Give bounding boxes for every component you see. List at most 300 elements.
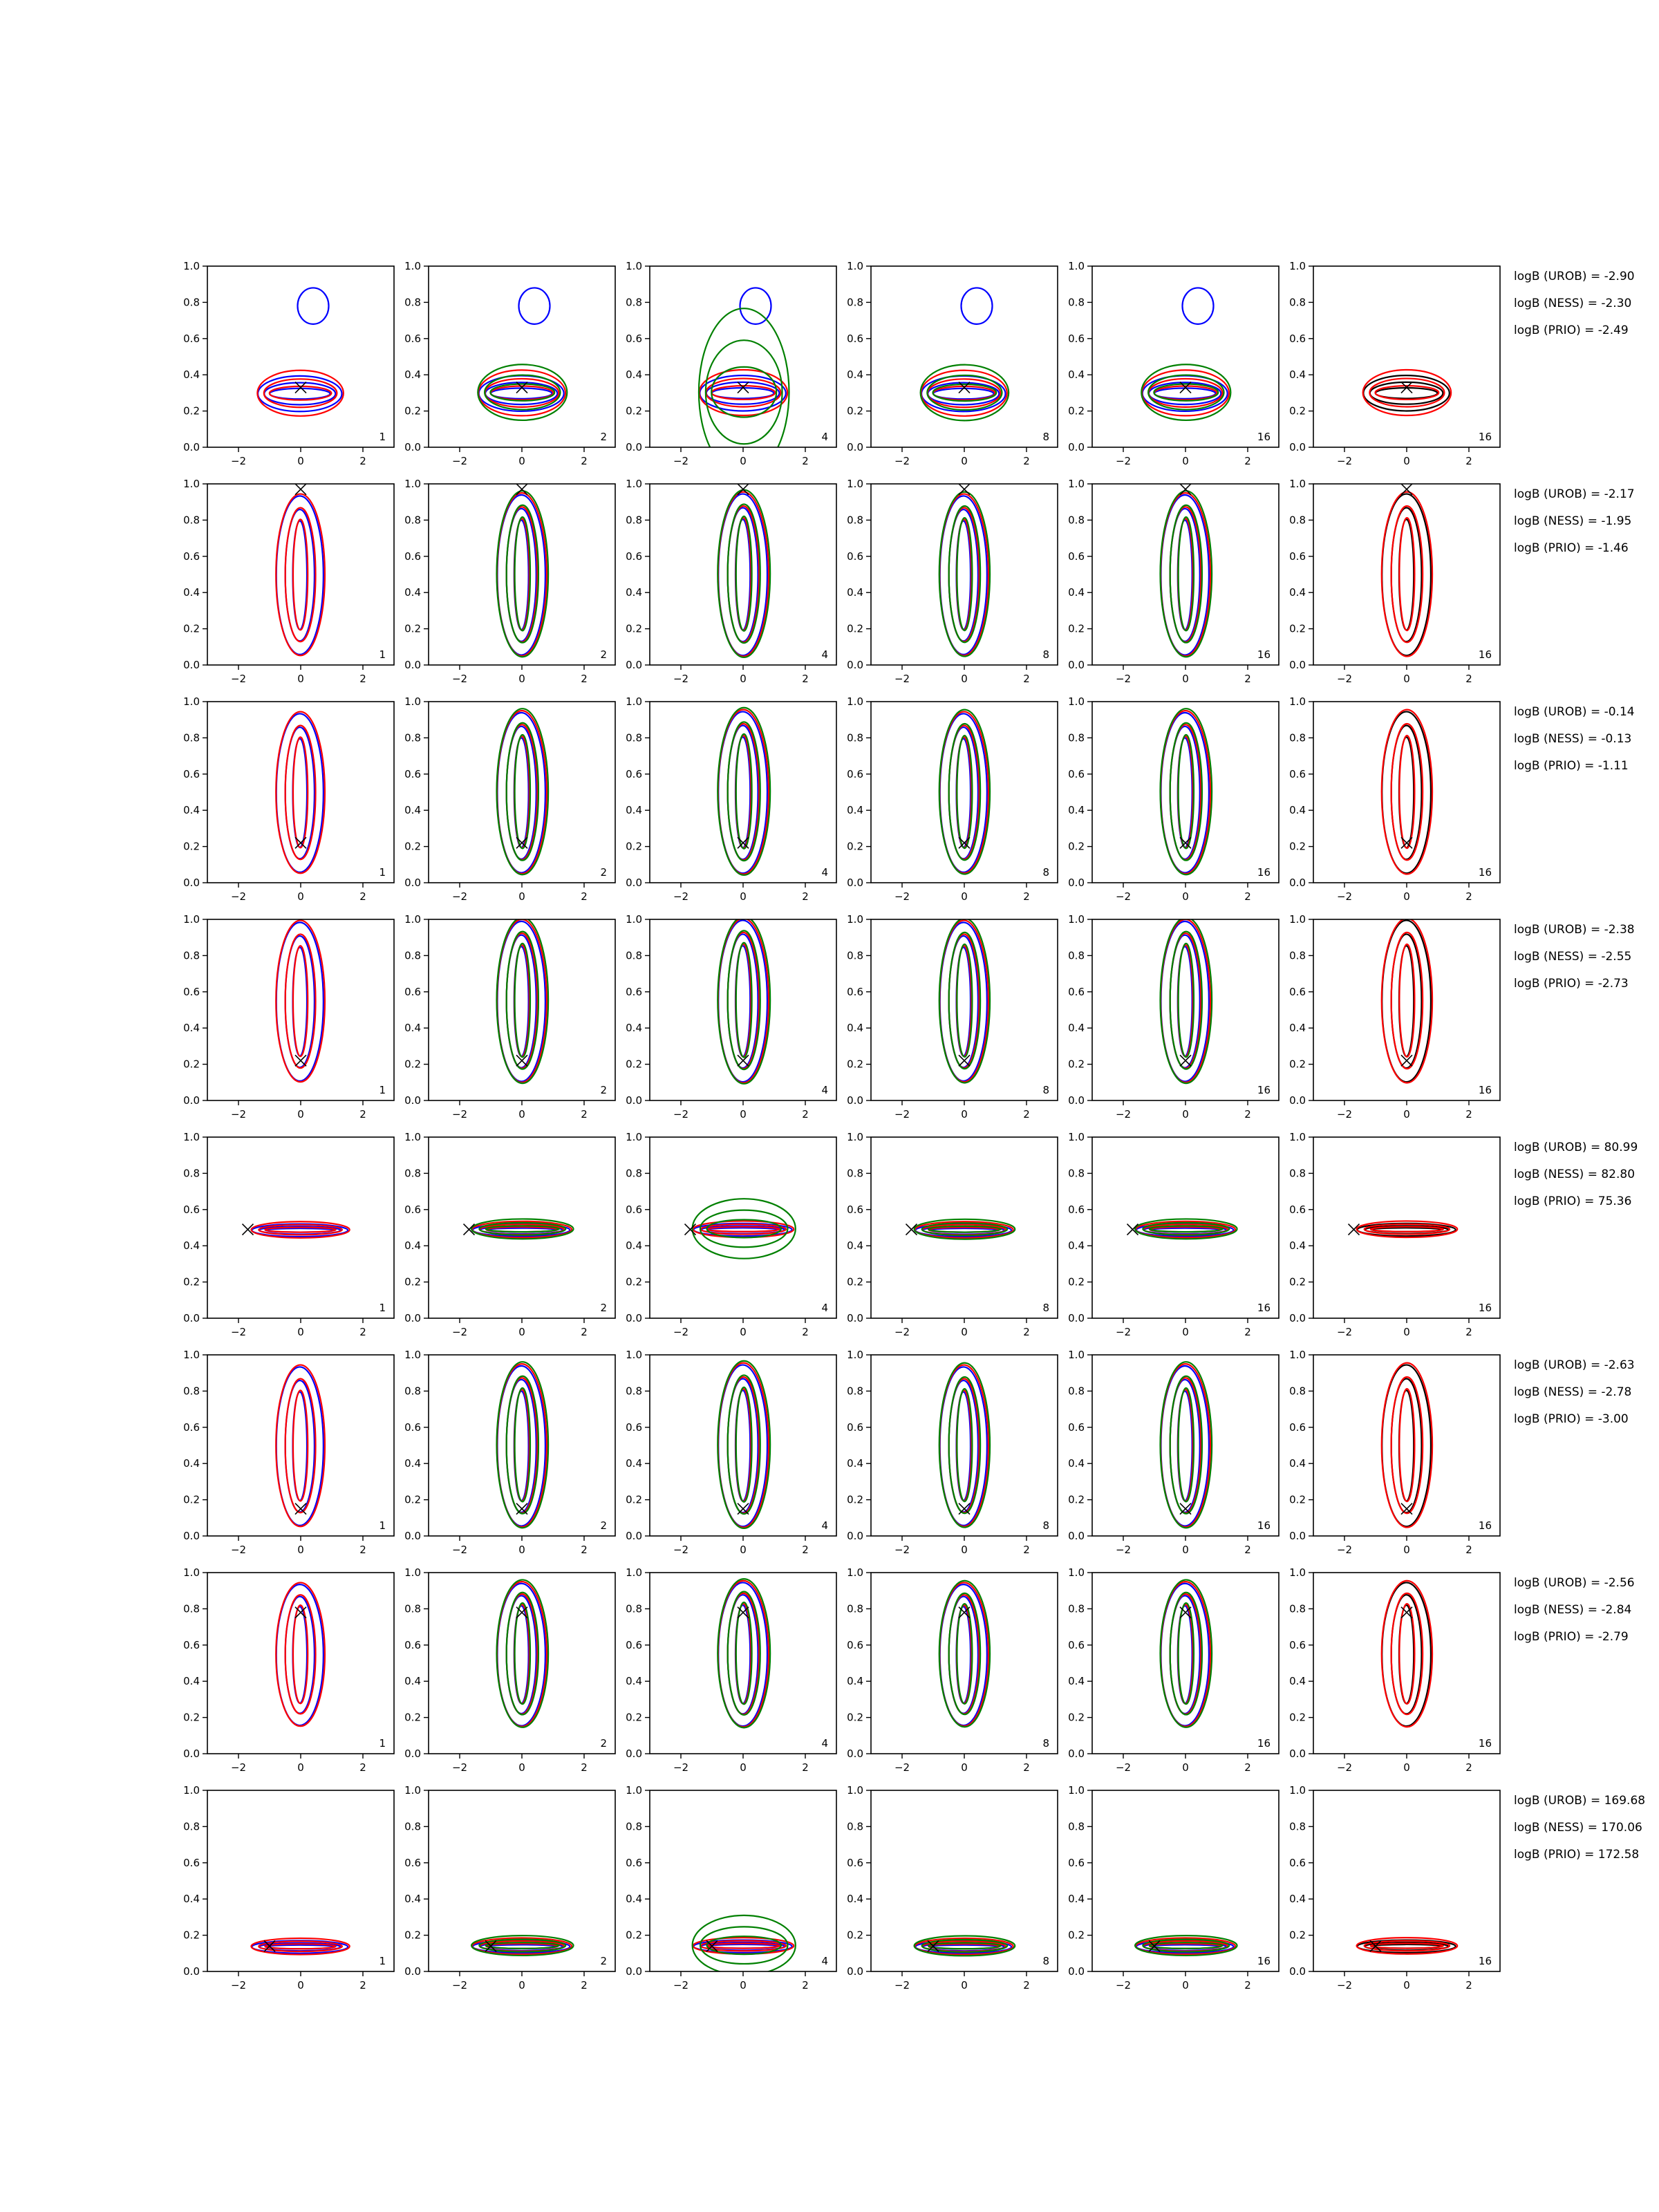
x-tick-label: 0 bbox=[297, 673, 304, 685]
panel-label: 8 bbox=[1042, 431, 1049, 443]
panel-label: 2 bbox=[600, 1737, 607, 1750]
x-tick-label: −2 bbox=[1115, 1544, 1132, 1556]
y-tick-label: 0.8 bbox=[626, 514, 642, 527]
y-tick-label: 0.6 bbox=[1289, 1856, 1306, 1869]
y-tick-label: 1.0 bbox=[1068, 695, 1085, 708]
x-tick-label: −2 bbox=[894, 673, 910, 685]
y-tick-label: 0.6 bbox=[404, 1638, 421, 1651]
x-tick-label: 2 bbox=[1023, 455, 1030, 467]
blue-contour bbox=[962, 288, 993, 324]
y-tick-label: 0.2 bbox=[1068, 1711, 1085, 1724]
green-contour bbox=[497, 709, 549, 874]
axes-frame bbox=[1313, 266, 1500, 447]
x-tick-label: 2 bbox=[802, 1108, 809, 1121]
y-tick-label: 1.0 bbox=[1068, 1566, 1085, 1579]
logb-label: logB (PRIO) = -1.46 bbox=[1514, 541, 1629, 555]
y-tick-label: 0.2 bbox=[1068, 1058, 1085, 1071]
subplot bbox=[1289, 260, 1500, 467]
x-tick-label: 0 bbox=[297, 890, 304, 903]
y-tick-label: 0.0 bbox=[1289, 1530, 1306, 1542]
x-tick-label: −2 bbox=[451, 1326, 468, 1338]
y-tick-label: 0.8 bbox=[183, 296, 200, 309]
red-contour bbox=[293, 1390, 308, 1501]
logb-label: logB (PRIO) = -2.49 bbox=[1514, 324, 1629, 337]
truth-marker bbox=[1401, 484, 1412, 495]
x-tick-label: 0 bbox=[518, 1979, 525, 1991]
x-tick-label: −2 bbox=[673, 673, 689, 685]
y-tick-label: 1.0 bbox=[183, 913, 200, 926]
y-tick-label: 0.4 bbox=[183, 1239, 200, 1253]
y-tick-label: 0.8 bbox=[626, 1385, 642, 1398]
x-tick-label: 2 bbox=[802, 1326, 809, 1338]
x-tick-label: 0 bbox=[1182, 890, 1189, 903]
x-tick-label: −2 bbox=[894, 890, 910, 903]
y-tick-label: 0.6 bbox=[847, 1421, 863, 1434]
x-tick-label: −2 bbox=[673, 1108, 689, 1121]
y-tick-label: 0.8 bbox=[1068, 514, 1085, 527]
green-contour bbox=[949, 724, 980, 860]
y-tick-label: 0.6 bbox=[404, 550, 421, 563]
subplot bbox=[847, 1784, 1058, 1991]
x-tick-label: −2 bbox=[673, 1979, 689, 1991]
contour-group bbox=[497, 917, 549, 1083]
panel-label: 8 bbox=[1042, 1084, 1049, 1096]
y-tick-label: 0.2 bbox=[404, 1275, 421, 1288]
x-tick-label: 2 bbox=[581, 1979, 588, 1991]
y-tick-label: 0.8 bbox=[404, 296, 421, 309]
x-tick-label: 2 bbox=[359, 1544, 366, 1556]
y-tick-label: 0.8 bbox=[1289, 514, 1306, 527]
y-tick-label: 0.6 bbox=[404, 1421, 421, 1434]
y-tick-label: 0.8 bbox=[1068, 1820, 1085, 1833]
y-tick-label: 0.6 bbox=[404, 985, 421, 998]
x-tick-label: 0 bbox=[1403, 673, 1410, 685]
y-tick-label: 0.2 bbox=[404, 404, 421, 418]
red-contour bbox=[1391, 724, 1423, 860]
y-tick-label: 0.4 bbox=[404, 1675, 421, 1688]
y-tick-label: 0.6 bbox=[1068, 767, 1085, 780]
y-tick-label: 0.2 bbox=[1289, 1275, 1306, 1288]
green-contour bbox=[728, 722, 760, 861]
y-tick-label: 0.8 bbox=[626, 1167, 642, 1180]
contour-group bbox=[1161, 484, 1212, 657]
y-tick-label: 0.4 bbox=[847, 1675, 863, 1688]
axes-frame bbox=[650, 266, 836, 447]
x-tick-label: −2 bbox=[451, 1108, 468, 1121]
x-tick-label: 0 bbox=[1403, 1761, 1410, 1774]
contour-group bbox=[939, 1363, 990, 1528]
contour-group bbox=[478, 288, 567, 420]
y-tick-label: 0.6 bbox=[626, 985, 642, 998]
y-tick-label: 0.0 bbox=[1068, 659, 1085, 671]
truth-marker bbox=[738, 484, 749, 495]
y-tick-label: 0.2 bbox=[1289, 840, 1306, 853]
x-tick-label: 0 bbox=[961, 1108, 968, 1121]
contour-group bbox=[276, 1365, 325, 1527]
y-tick-label: 0.4 bbox=[847, 368, 863, 382]
y-tick-label: 0.8 bbox=[1068, 1602, 1085, 1615]
x-tick-label: 2 bbox=[1244, 890, 1251, 903]
contour-group bbox=[939, 484, 990, 657]
y-tick-label: 0.8 bbox=[847, 1385, 863, 1398]
subplot bbox=[847, 1566, 1058, 1774]
x-tick-label: 0 bbox=[1182, 455, 1189, 467]
x-tick-label: −2 bbox=[230, 673, 247, 685]
y-tick-label: 1.0 bbox=[626, 1131, 642, 1143]
green-contour bbox=[706, 340, 782, 444]
green-contour bbox=[949, 932, 980, 1069]
panel-label: 16 bbox=[1478, 1737, 1492, 1750]
y-tick-label: 1.0 bbox=[847, 1784, 863, 1797]
subplot bbox=[404, 1131, 615, 1338]
green-contour bbox=[718, 1579, 770, 1727]
x-tick-label: −2 bbox=[673, 890, 689, 903]
x-tick-label: −2 bbox=[673, 1326, 689, 1338]
y-tick-label: 0.0 bbox=[404, 877, 421, 889]
panel-label: 1 bbox=[379, 431, 386, 443]
x-tick-label: 0 bbox=[297, 1979, 304, 1991]
subplot bbox=[404, 478, 615, 685]
logb-label: logB (UROB) = -0.14 bbox=[1514, 705, 1635, 719]
y-tick-label: 0.6 bbox=[847, 985, 863, 998]
x-tick-label: 2 bbox=[802, 890, 809, 903]
panel-label: 4 bbox=[821, 431, 828, 443]
logb-label: logB (NESS) = 82.80 bbox=[1514, 1168, 1635, 1181]
y-tick-label: 0.2 bbox=[847, 1929, 863, 1942]
x-tick-label: −2 bbox=[230, 1761, 247, 1774]
green-contour bbox=[939, 919, 990, 1083]
x-tick-label: 2 bbox=[581, 1108, 588, 1121]
y-tick-label: 0.6 bbox=[1068, 1638, 1085, 1651]
y-tick-label: 1.0 bbox=[183, 1131, 200, 1143]
y-tick-label: 0.0 bbox=[183, 1094, 200, 1107]
panel-label: 16 bbox=[1257, 1955, 1271, 1967]
y-tick-label: 0.4 bbox=[1068, 1893, 1085, 1906]
x-tick-label: −2 bbox=[673, 1544, 689, 1556]
contour-group bbox=[497, 1580, 549, 1727]
x-tick-label: 0 bbox=[518, 1326, 525, 1338]
contour-group bbox=[1161, 917, 1212, 1083]
y-tick-label: 0.0 bbox=[847, 659, 863, 671]
subplot bbox=[1289, 913, 1500, 1121]
y-tick-label: 0.2 bbox=[1289, 404, 1306, 418]
x-tick-label: 2 bbox=[1244, 1544, 1251, 1556]
x-tick-label: 0 bbox=[1403, 455, 1410, 467]
y-tick-label: 1.0 bbox=[1068, 1784, 1085, 1797]
green-contour bbox=[497, 1580, 549, 1727]
truth-marker bbox=[295, 484, 306, 495]
contour-group bbox=[1161, 1580, 1212, 1727]
subplot bbox=[404, 260, 615, 467]
red-contour bbox=[1382, 710, 1432, 874]
x-tick-label: 0 bbox=[740, 1761, 747, 1774]
y-tick-label: 0.0 bbox=[183, 1530, 200, 1542]
panel-label: 8 bbox=[1042, 1302, 1049, 1314]
green-contour bbox=[939, 1581, 990, 1727]
y-tick-label: 0.8 bbox=[404, 731, 421, 744]
y-tick-label: 0.6 bbox=[183, 767, 200, 780]
axes-frame bbox=[429, 702, 615, 883]
x-tick-label: 0 bbox=[740, 890, 747, 903]
y-tick-label: 1.0 bbox=[1289, 695, 1306, 708]
x-tick-label: 0 bbox=[297, 1326, 304, 1338]
x-tick-label: 0 bbox=[297, 455, 304, 467]
x-tick-label: 0 bbox=[740, 1108, 747, 1121]
x-tick-label: 2 bbox=[359, 673, 366, 685]
y-tick-label: 0.2 bbox=[1068, 404, 1085, 418]
green-contour bbox=[1161, 1580, 1212, 1727]
y-tick-label: 0.0 bbox=[847, 1312, 863, 1324]
x-tick-label: 0 bbox=[297, 1544, 304, 1556]
x-tick-label: −2 bbox=[894, 1544, 910, 1556]
y-tick-label: 0.2 bbox=[847, 840, 863, 853]
contour-group bbox=[939, 710, 990, 874]
y-tick-label: 0.2 bbox=[626, 840, 642, 853]
y-tick-label: 0.4 bbox=[1068, 368, 1085, 382]
y-tick-label: 0.8 bbox=[847, 1820, 863, 1833]
axes-frame bbox=[1092, 702, 1279, 883]
x-tick-label: 2 bbox=[581, 673, 588, 685]
contour-group bbox=[257, 288, 343, 415]
contour-group bbox=[939, 1581, 990, 1727]
x-tick-label: 2 bbox=[1023, 673, 1030, 685]
green-contour bbox=[949, 506, 980, 642]
panel-label: 16 bbox=[1257, 1084, 1271, 1096]
y-tick-label: 0.0 bbox=[1068, 1530, 1085, 1542]
panel-label: 8 bbox=[1042, 866, 1049, 879]
y-tick-label: 0.6 bbox=[847, 332, 863, 345]
subplot bbox=[626, 913, 836, 1121]
blue-contour bbox=[1183, 288, 1214, 324]
y-tick-label: 1.0 bbox=[404, 260, 421, 272]
y-tick-label: 0.0 bbox=[183, 877, 200, 889]
y-tick-label: 0.8 bbox=[847, 1602, 863, 1615]
y-tick-label: 0.2 bbox=[1068, 1275, 1085, 1288]
y-tick-label: 0.0 bbox=[626, 659, 642, 671]
x-tick-label: 2 bbox=[1023, 1761, 1030, 1774]
y-tick-label: 0.2 bbox=[1289, 1058, 1306, 1071]
blue-contour bbox=[519, 288, 550, 324]
x-tick-label: 0 bbox=[518, 455, 525, 467]
subplot bbox=[626, 1131, 836, 1338]
y-tick-label: 0.4 bbox=[404, 1239, 421, 1253]
panel-label: 1 bbox=[379, 866, 386, 879]
y-tick-label: 0.0 bbox=[1068, 441, 1085, 453]
y-tick-label: 0.4 bbox=[183, 1022, 200, 1035]
y-tick-label: 0.6 bbox=[1289, 1638, 1306, 1651]
y-tick-label: 0.4 bbox=[626, 1893, 642, 1906]
red-contour bbox=[293, 519, 308, 630]
subplot bbox=[183, 1784, 394, 1991]
y-tick-label: 0.2 bbox=[626, 622, 642, 635]
subplot bbox=[1068, 478, 1279, 685]
contour-group bbox=[718, 1579, 770, 1727]
panel-label: 2 bbox=[600, 1302, 607, 1314]
y-tick-label: 0.0 bbox=[626, 1312, 642, 1324]
axes-frame bbox=[871, 702, 1058, 883]
y-tick-label: 0.6 bbox=[404, 332, 421, 345]
red-contour bbox=[1382, 1363, 1432, 1528]
panel-label: 16 bbox=[1478, 1519, 1492, 1532]
y-tick-label: 0.0 bbox=[1289, 659, 1306, 671]
y-tick-label: 0.0 bbox=[404, 1094, 421, 1107]
panel-label: 8 bbox=[1042, 1737, 1049, 1750]
panel-label: 4 bbox=[821, 866, 828, 879]
logb-label: logB (PRIO) = 172.58 bbox=[1514, 1848, 1640, 1862]
y-tick-label: 0.4 bbox=[847, 1893, 863, 1906]
y-tick-label: 1.0 bbox=[404, 695, 421, 708]
contour-group bbox=[921, 288, 1009, 420]
green-contour bbox=[728, 1375, 760, 1514]
y-tick-label: 0.6 bbox=[626, 1203, 642, 1216]
y-tick-label: 0.8 bbox=[626, 949, 642, 962]
y-tick-label: 0.2 bbox=[1289, 1711, 1306, 1724]
y-tick-label: 0.6 bbox=[1068, 1856, 1085, 1869]
x-tick-label: 2 bbox=[1244, 673, 1251, 685]
x-tick-label: −2 bbox=[451, 455, 468, 467]
contour-group bbox=[718, 1361, 770, 1528]
panel-label: 4 bbox=[821, 1519, 828, 1532]
contour-group bbox=[718, 708, 770, 875]
contour-group bbox=[497, 484, 549, 657]
y-tick-label: 0.6 bbox=[183, 550, 200, 563]
red-contour bbox=[1399, 1604, 1414, 1704]
y-tick-label: 0.8 bbox=[183, 1167, 200, 1180]
y-tick-label: 1.0 bbox=[404, 1131, 421, 1143]
y-tick-label: 0.0 bbox=[183, 1312, 200, 1324]
red-contour bbox=[1382, 919, 1432, 1083]
y-tick-label: 1.0 bbox=[1068, 1131, 1085, 1143]
y-tick-label: 0.4 bbox=[626, 1457, 642, 1470]
x-tick-label: −2 bbox=[1115, 1326, 1132, 1338]
subplot bbox=[183, 1349, 394, 1556]
y-tick-label: 0.8 bbox=[183, 731, 200, 744]
red-contour bbox=[1382, 492, 1432, 657]
x-tick-label: 2 bbox=[359, 1979, 366, 1991]
subplot bbox=[626, 1566, 836, 1774]
y-tick-label: 1.0 bbox=[404, 1784, 421, 1797]
green-contour bbox=[497, 491, 549, 657]
y-tick-label: 1.0 bbox=[626, 478, 642, 490]
panel-label: 16 bbox=[1257, 1519, 1271, 1532]
green-contour bbox=[1161, 917, 1212, 1083]
contour-group bbox=[1127, 1219, 1237, 1239]
x-tick-label: 2 bbox=[1465, 1979, 1472, 1991]
y-tick-label: 0.0 bbox=[183, 659, 200, 671]
x-tick-label: 2 bbox=[359, 1326, 366, 1338]
y-tick-label: 0.0 bbox=[1289, 877, 1306, 889]
y-tick-label: 0.2 bbox=[1289, 1929, 1306, 1942]
y-tick-label: 0.4 bbox=[1289, 1893, 1306, 1906]
contour-group bbox=[693, 1915, 796, 1975]
green-contour bbox=[1170, 1376, 1202, 1514]
subplot bbox=[1068, 1566, 1279, 1774]
red-contour bbox=[1382, 1581, 1432, 1727]
red-contour bbox=[1399, 735, 1414, 848]
y-tick-label: 1.0 bbox=[626, 1784, 642, 1797]
x-tick-label: −2 bbox=[1115, 673, 1132, 685]
y-tick-label: 0.8 bbox=[1068, 296, 1085, 309]
y-tick-label: 0.0 bbox=[404, 1530, 421, 1542]
subplot bbox=[404, 913, 615, 1121]
y-tick-label: 0.8 bbox=[1289, 1820, 1306, 1833]
y-tick-label: 0.2 bbox=[183, 1275, 200, 1288]
panel-label: 8 bbox=[1042, 648, 1049, 661]
y-tick-label: 0.6 bbox=[626, 1421, 642, 1434]
panel-label: 1 bbox=[379, 1084, 386, 1096]
y-tick-label: 0.0 bbox=[404, 1312, 421, 1324]
y-tick-label: 0.0 bbox=[847, 877, 863, 889]
y-tick-label: 0.2 bbox=[404, 1711, 421, 1724]
y-tick-label: 0.6 bbox=[404, 1203, 421, 1216]
y-tick-label: 0.4 bbox=[1068, 1457, 1085, 1470]
red-contour bbox=[285, 508, 316, 642]
contour-group bbox=[1382, 710, 1432, 874]
contour-group bbox=[1382, 1581, 1432, 1727]
truth-marker bbox=[295, 382, 306, 393]
y-tick-label: 1.0 bbox=[847, 1566, 863, 1579]
y-tick-label: 0.4 bbox=[183, 1893, 200, 1906]
x-tick-label: 0 bbox=[518, 673, 525, 685]
y-tick-label: 0.4 bbox=[847, 586, 863, 599]
y-tick-label: 1.0 bbox=[1068, 1349, 1085, 1361]
x-tick-label: 2 bbox=[581, 1544, 588, 1556]
panel-label: 16 bbox=[1257, 648, 1271, 661]
panel-label: 4 bbox=[821, 1302, 828, 1314]
green-contour bbox=[507, 932, 538, 1069]
contour-group bbox=[1382, 1363, 1432, 1528]
x-tick-label: −2 bbox=[451, 1761, 468, 1774]
y-tick-label: 0.2 bbox=[626, 404, 642, 418]
y-tick-label: 1.0 bbox=[183, 478, 200, 490]
y-tick-label: 0.4 bbox=[626, 368, 642, 382]
axes-frame bbox=[429, 484, 615, 665]
x-tick-label: −2 bbox=[1336, 1326, 1353, 1338]
y-tick-label: 1.0 bbox=[626, 695, 642, 708]
panel-label: 16 bbox=[1257, 1737, 1271, 1750]
y-tick-label: 0.0 bbox=[1289, 1312, 1306, 1324]
y-tick-label: 0.2 bbox=[1068, 1929, 1085, 1942]
contour-group bbox=[497, 709, 549, 874]
y-tick-label: 0.6 bbox=[183, 1856, 200, 1869]
y-tick-label: 0.4 bbox=[183, 368, 200, 382]
y-tick-label: 0.0 bbox=[626, 441, 642, 453]
logb-label: logB (UROB) = -2.63 bbox=[1514, 1358, 1635, 1372]
y-tick-label: 1.0 bbox=[1289, 1784, 1306, 1797]
x-tick-label: −2 bbox=[1336, 673, 1353, 685]
logb-label: logB (NESS) = -2.30 bbox=[1514, 297, 1632, 310]
contour-group bbox=[1382, 919, 1432, 1083]
y-tick-label: 0.6 bbox=[1289, 1203, 1306, 1216]
green-contour bbox=[497, 1362, 549, 1528]
y-tick-label: 0.6 bbox=[1289, 767, 1306, 780]
y-tick-label: 0.8 bbox=[847, 949, 863, 962]
y-tick-label: 0.2 bbox=[626, 1711, 642, 1724]
x-tick-label: 0 bbox=[518, 1544, 525, 1556]
y-tick-label: 0.0 bbox=[183, 1965, 200, 1978]
y-tick-label: 0.4 bbox=[183, 1457, 200, 1470]
panel-label: 2 bbox=[600, 648, 607, 661]
y-tick-label: 0.4 bbox=[1289, 1457, 1306, 1470]
y-tick-label: 0.4 bbox=[404, 1457, 421, 1470]
contour-group bbox=[685, 1199, 796, 1258]
y-tick-label: 0.4 bbox=[847, 804, 863, 817]
contour-group bbox=[276, 1582, 325, 1726]
subplot bbox=[1289, 1566, 1500, 1774]
y-tick-label: 1.0 bbox=[1068, 260, 1085, 272]
green-contour bbox=[718, 1361, 770, 1528]
contour-group bbox=[251, 1938, 349, 1955]
